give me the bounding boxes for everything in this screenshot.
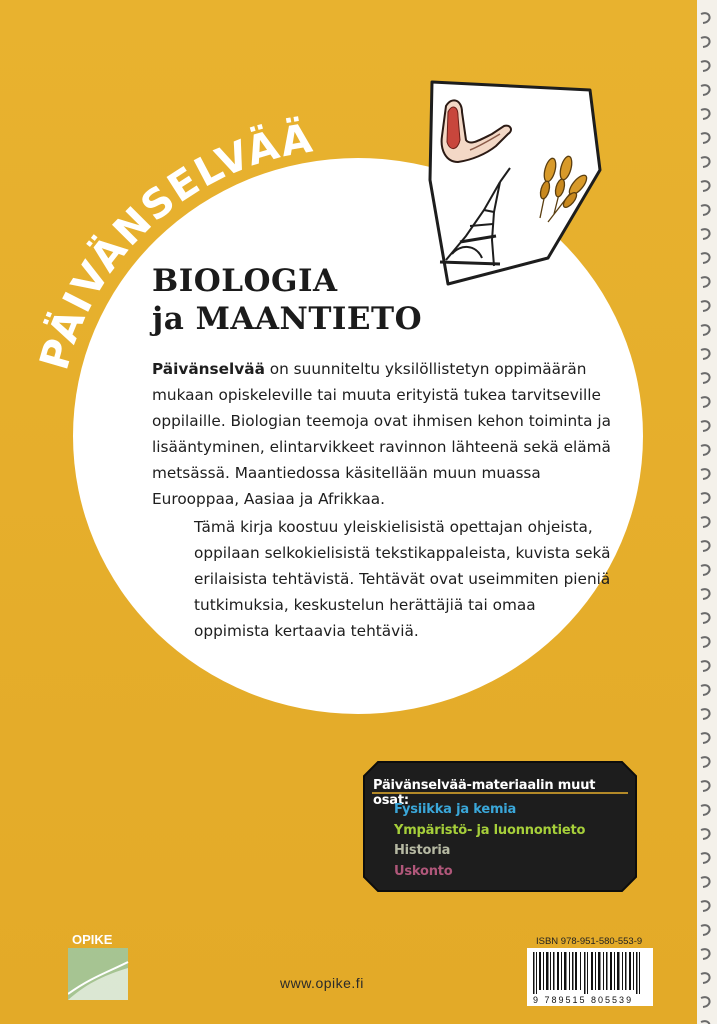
series-name: PÄIVÄNSELVÄÄ — [31, 115, 318, 375]
spiral-binding — [697, 0, 717, 1024]
opike-logo — [68, 932, 132, 1004]
other-parts-title: Päivänselvää-materiaalin muut osat: — [373, 778, 596, 808]
other-part-item: Uskonto — [394, 863, 453, 879]
book-title-line2: ja MAANTIETO — [152, 301, 423, 337]
publisher-url: www.opike.fi — [280, 975, 364, 991]
book-title-line1: BIOLOGIA — [152, 263, 338, 299]
other-parts-list — [394, 800, 585, 882]
intro-paragraph — [152, 356, 612, 512]
description-paragraph: Tämä kirja koostuu yleiskielisistä opettajan ohjeista, oppilaan selkokielisistä tekstikappaleista, kuvista sekä erilaisista tehtävistä. Tehtävät ovat useimmiten pieniä tutkimuksia, keskustelun herättäjiä tai omaa oppimista kertaavia tehtäviä. — [194, 518, 611, 640]
other-part-item: Ympäristö- ja luonnontieto — [394, 822, 586, 838]
barcode-number: 9 789515 805539 — [533, 995, 634, 1005]
isbn-text: ISBN 978-951-580-553-9 — [536, 936, 643, 947]
opike-logo-text: OPIKE — [72, 932, 113, 947]
intro-lead: Päivänselvää — [152, 360, 265, 378]
other-part-item: Historia — [394, 843, 451, 858]
intro-text: on suunniteltu yksilöllistetyn oppimäärän mukaan opiskeleville tai muuta erityistä tukea tarvitseville oppilaille. Biologian teemoja ovat ihmisen kehon toiminta ja lisääntyminen, elintarvikkeet ravinnon lähteenä sekä elämä metsässä. Maantiedossa käsitellään muun muassa Eurooppaa, Aasiaa ja Afrikkaa. — [152, 360, 612, 508]
book-title — [152, 262, 422, 338]
other-part-item: Fysiikka ja kemia — [394, 802, 517, 817]
